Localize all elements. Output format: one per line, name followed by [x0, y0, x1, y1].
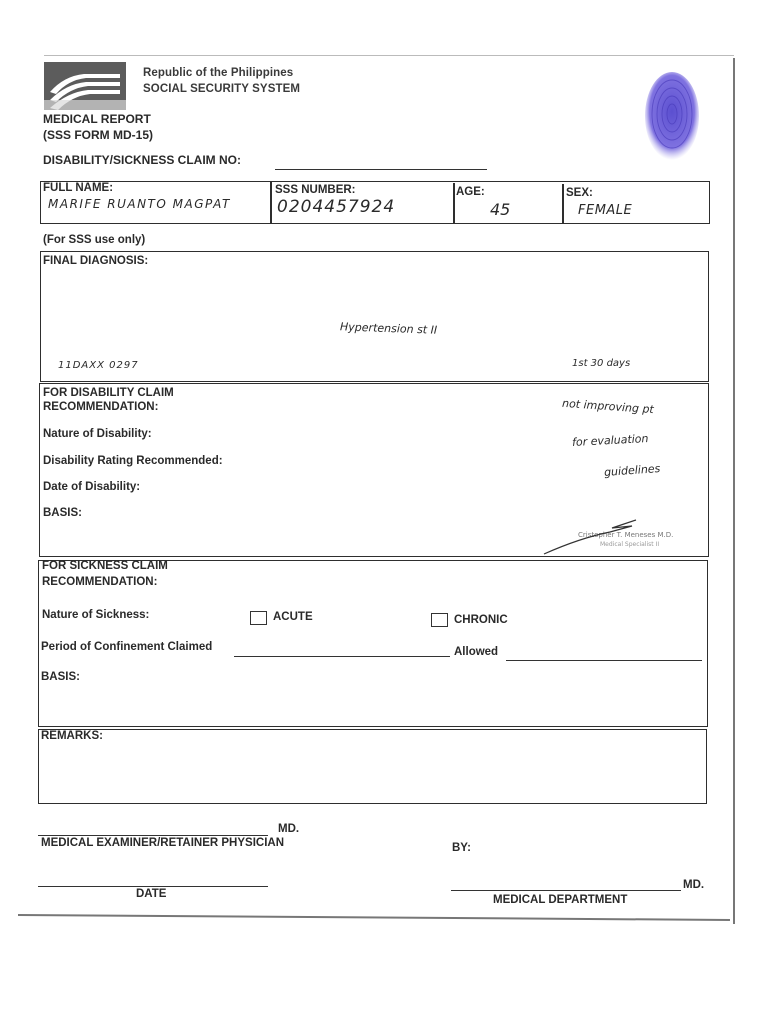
period-of-confinement-field[interactable]	[234, 656, 450, 657]
md-suffix-2: MD.	[683, 879, 705, 891]
sheet-bottom-edge	[18, 914, 730, 921]
header-republic: Republic of the Philippines	[143, 67, 294, 79]
sickness-heading-1: FOR SICKNESS CLAIM	[42, 560, 168, 572]
acute-label: ACUTE	[273, 611, 313, 623]
sss-use-label: (For SSS use only)	[43, 234, 146, 246]
nature-of-disability-label: Nature of Disability:	[43, 428, 152, 440]
age-label: AGE:	[456, 186, 485, 198]
sickness-heading-2: RECOMMENDATION:	[42, 576, 158, 588]
age-value[interactable]: 45	[490, 200, 511, 219]
disability-note-1: not improving pt	[561, 396, 655, 417]
divider	[562, 184, 564, 223]
examiner-label: MEDICAL EXAMINER/RETAINER PHYSICIAN	[41, 837, 285, 849]
disability-heading-2: RECOMMENDATION:	[43, 401, 159, 413]
diagnosis-note: 1st 30 days	[572, 358, 631, 369]
divider	[453, 183, 455, 223]
claim-no-label: DISABILITY/SICKNESS CLAIM NO:	[43, 153, 242, 167]
stamp-name: Cristopher T. Meneses M.D.	[578, 531, 674, 539]
allowed-field[interactable]	[506, 660, 702, 661]
disability-note-2: for evaluation	[571, 432, 649, 449]
header-sss: SOCIAL SECURITY SYSTEM	[143, 83, 301, 95]
final-diagnosis-label: FINAL DIAGNOSIS:	[43, 255, 149, 267]
stamp-title: Medical Specialist II	[600, 541, 660, 548]
sheet-right-edge	[733, 58, 735, 924]
remarks-box[interactable]	[38, 729, 707, 804]
chronic-label: CHRONIC	[454, 614, 508, 626]
sheet-top-edge	[44, 55, 734, 56]
diagnosis-code: 11DAXX 0297	[58, 360, 139, 371]
thumbprint-image	[642, 70, 702, 170]
date-of-disability-label: Date of Disability:	[43, 481, 141, 493]
form-title: MEDICAL REPORT	[43, 112, 151, 126]
signature-scribble	[540, 518, 650, 558]
date-line[interactable]	[38, 886, 268, 887]
acute-checkbox[interactable]	[250, 611, 267, 625]
sss-logo	[44, 62, 126, 110]
divider	[270, 182, 272, 224]
disability-heading-1: FOR DISABILITY CLAIM	[43, 387, 174, 399]
remarks-label: REMARKS:	[41, 730, 103, 742]
sss-number-value[interactable]: 0204457924	[277, 197, 396, 217]
examiner-signature-line[interactable]	[38, 835, 268, 836]
period-of-confinement-label: Period of Confinement Claimed	[41, 641, 213, 653]
medical-department-signature-line[interactable]	[451, 890, 681, 891]
full-name-value[interactable]: MARIFE RUANTO MAGPAT	[48, 197, 231, 211]
medical-department-label: MEDICAL DEPARTMENT	[493, 894, 628, 906]
sex-value[interactable]: FEMALE	[578, 203, 633, 218]
form-code: (SSS FORM MD-15)	[43, 128, 154, 142]
by-label: BY:	[452, 842, 471, 854]
full-name-label: FULL NAME:	[43, 182, 114, 194]
sex-label: SEX:	[566, 187, 593, 199]
disability-note-3: guidelines	[603, 462, 661, 479]
sickness-basis-label: BASIS:	[41, 671, 80, 683]
nature-of-sickness-label: Nature of Sickness:	[42, 609, 150, 621]
md-suffix-1: MD.	[278, 823, 300, 835]
final-diagnosis-value[interactable]: Hypertension st II	[339, 320, 438, 337]
sss-number-label: SSS NUMBER:	[275, 184, 356, 196]
date-label: DATE	[136, 888, 167, 900]
chronic-checkbox[interactable]	[431, 613, 448, 627]
allowed-label: Allowed	[454, 646, 499, 658]
disability-rating-label: Disability Rating Recommended:	[43, 455, 223, 467]
disability-basis-label: BASIS:	[43, 507, 82, 519]
claim-no-field[interactable]	[275, 169, 487, 170]
